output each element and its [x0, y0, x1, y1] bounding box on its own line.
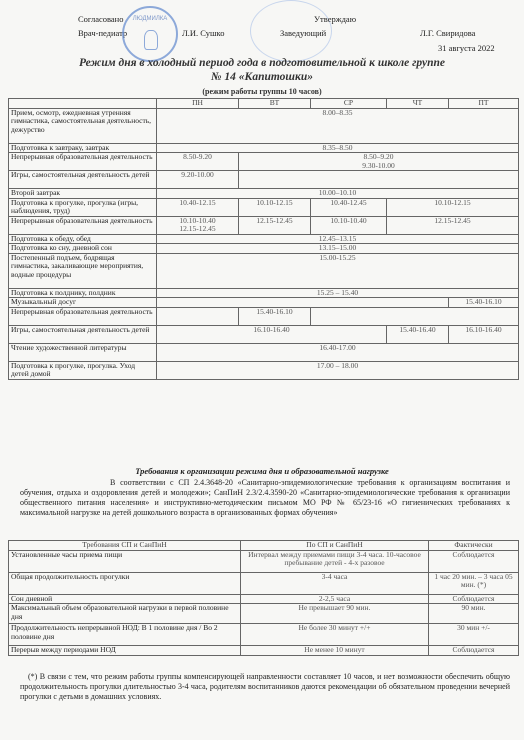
- day-mon: ПН: [157, 99, 239, 109]
- day-fri: ПТ: [449, 99, 519, 109]
- requirements-title: Требования к организации режима дня и образовательной нагрузке: [135, 466, 389, 476]
- requirements-table: [8, 540, 519, 656]
- pediatrician-label: Врач-педиатр: [78, 28, 128, 38]
- day-tue: ВТ: [239, 99, 311, 109]
- day-wed: СР: [311, 99, 387, 109]
- footnote: (*) В связи с тем, что режим работы группы компенсирующей направленности составляет 10 часов, и нет возможности обеспечить общую продолжительность прогулки длительностью 3-4 часа, родителям воспитанников даются рекомендации об обязательном проведении вечерней прогулки с детьми в домашних условиях.: [20, 672, 510, 701]
- table-row: Подготовка к прогулке, прогулка. Уход детей домой 17.00 – 18.00: [9, 361, 519, 379]
- table-row: Максимальный объем образовательной нагрузки в первой половине дня Не превышает 90 мин. 90 мин.: [9, 604, 519, 624]
- page-title: Режим дня в холодный период года в подготовительной к школе группе: [78, 57, 445, 69]
- requirements-header-row: Требования СП и СанПиН По СП и СанПиН Фактически: [9, 541, 519, 551]
- approval-date: 31 августа 2022: [438, 43, 495, 53]
- approve-label: Утверждаю: [314, 14, 357, 24]
- table-row: Общая продолжительность прогулки 3-4 часа 1 час 20 мин. – 3 часа 05 мин. (*): [9, 572, 519, 594]
- head-label: Заведующий: [280, 28, 327, 38]
- table-row: Подготовка к завтраку, завтрак 8.35–8.50: [9, 143, 519, 153]
- table-row: Подготовка к обеду, обед 12.45–13.15: [9, 234, 519, 244]
- table-row: Непрерывная образовательная деятельность 15.40-16.10: [9, 307, 519, 325]
- schedule-table: [8, 98, 519, 380]
- table-row: Подготовка к полднику, полдник 15.25 – 15.40: [9, 288, 519, 298]
- table-row: Продолжительность непрерывной НОД: В 1 половине дня / Во 2 половине дня Не более 30 минут +/+ 30 мин +/-: [9, 624, 519, 646]
- table-row: Музыкальный досуг 15.40-16.10: [9, 298, 519, 308]
- table-row: Второй завтрак 10.00–10.10: [9, 189, 519, 199]
- table-row: Прием, осмотр, ежедневная утренняя гимнастика, самостоятельная деятельность, дежурство 8.00–8.35: [9, 108, 519, 143]
- table-row: Установленные часы приема пищи Интервал между приемами пищи 3-4 часа. 10-часовое пребывание детей - 4-х разовое Соблюдается: [9, 550, 519, 572]
- table-row: Сон дневной 2-2,5 часа Соблюдается: [9, 594, 519, 604]
- table-row: Игры, самостоятельная деятельность детей 16.10-16.40 15.40-16.40 16.10-16.40: [9, 325, 519, 343]
- day-thu: ЧТ: [387, 99, 449, 109]
- table-row: Непрерывная образовательная деятельность 8.50-9.20 8.50–9.20 9.30-10.00: [9, 153, 519, 171]
- schedule-header-row: [9, 99, 519, 109]
- table-row: Подготовка ко сну, дневной сон 13.15–15.00: [9, 244, 519, 254]
- table-row: Игры, самостоятельная деятельность детей 9.20-10.00: [9, 171, 519, 189]
- table-row: Постепенный подъем, бодрящая гимнастика, закаливающие мероприятия, водные процедуры 15.00-15.25: [9, 253, 519, 288]
- agreed-label: Согласовано: [78, 14, 124, 24]
- page-subtitle: (режим работы группы 10 часов): [202, 87, 322, 96]
- table-row: Перерыв между периодами НОД Не менее 10 минут Соблюдается: [9, 646, 519, 656]
- round-stamp: [122, 6, 178, 62]
- stamp-figure-icon: [144, 30, 158, 50]
- requirements-paragraph: В соответствии с СП 2.4.3648-20 «Санитарно-эпидемиологические требования к организациям воспитания и обучения, отдыха и оздоровления детей и молодежи»; СанПиН 2.3/2.4.3590-20 «Санитарно-эпидемиологические требования к организации общественного питания населения» и инструктивно-методическим письмом МО РФ № 65/23-16 «О гигиенических требованиях к максимальной нагрузке на детей дошкольного возраста в организованных формах обучения»: [20, 478, 510, 517]
- pediatrician-name: Л.И. Сушко: [182, 28, 225, 38]
- table-row: Подготовка к прогулке, прогулка (игры, наблюдения, труд) 10.40-12.15 10.10-12.15 10.40-12.45 10.10-12.15: [9, 198, 519, 216]
- head-name: Л.Г. Свиридова: [420, 28, 476, 38]
- table-row: Чтение художественной литературы 16.40-17.00: [9, 343, 519, 361]
- stamp-text: ЛЮДМИЛКА: [132, 16, 168, 22]
- table-row: Непрерывная образовательная деятельность 10.10-10.40 12.15-12.45 12.15-12.45 10.10-10.40 12.15-12.45: [9, 216, 519, 234]
- page-title-group: № 14 «Капитошки»: [211, 71, 313, 83]
